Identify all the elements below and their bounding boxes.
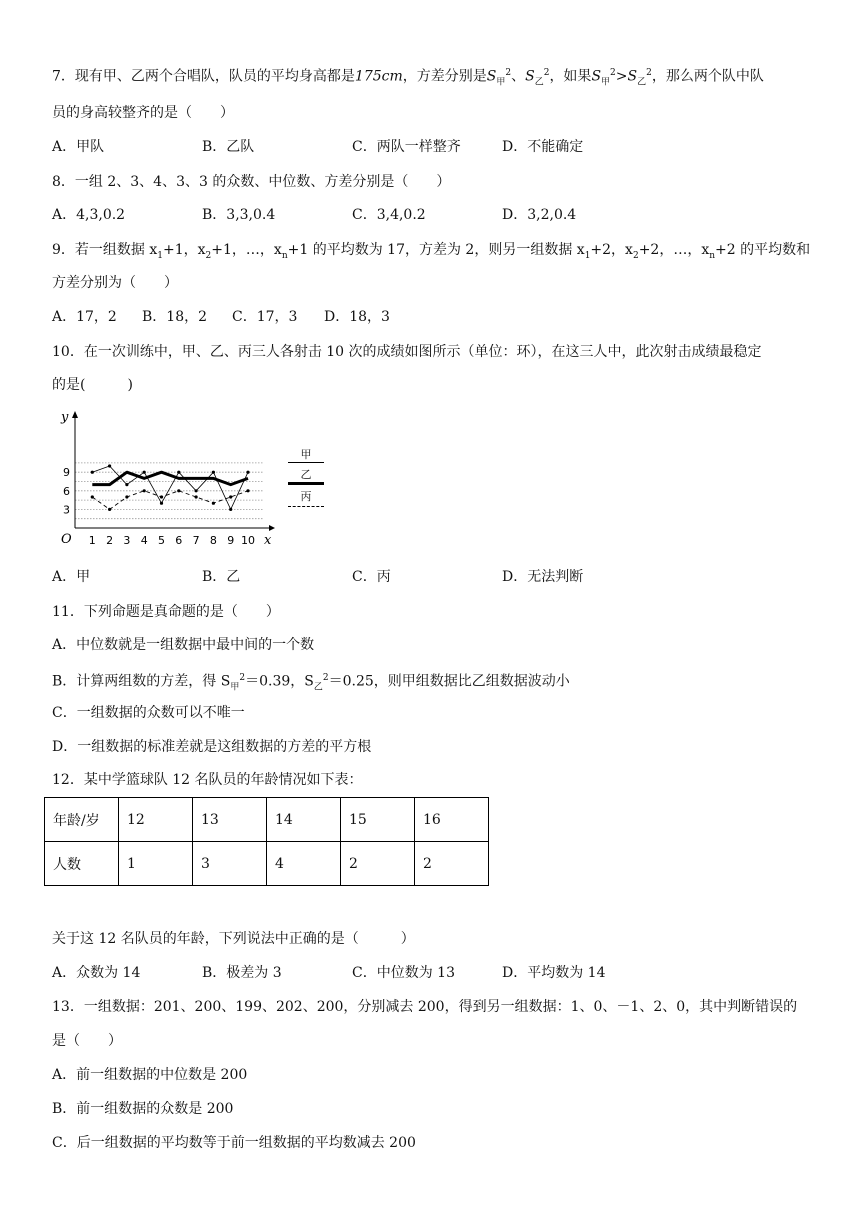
legend-line-bing <box>288 506 324 507</box>
q12-option-c[interactable]: C．中位数为 13 <box>352 965 455 981</box>
q10-option-b[interactable]: B．乙 <box>202 569 241 585</box>
q12-options <box>52 963 832 983</box>
data-point <box>212 502 215 505</box>
q9-option-c[interactable]: C．17，3 <box>232 309 298 325</box>
legend-label-jia: 甲 <box>300 448 312 461</box>
y-axis-arrow <box>72 411 78 418</box>
legend-line-yi <box>288 482 324 485</box>
x-tick-label: 4 <box>140 534 148 547</box>
origin-label: O <box>61 532 72 547</box>
chart-axes <box>72 411 275 531</box>
series-line-3 <box>92 491 248 510</box>
table-cell: 12 <box>119 798 193 842</box>
table-cell: 14 <box>267 798 341 842</box>
q9-line2: 方差分别为（ ） <box>52 275 178 291</box>
legend-label-bing: 丙 <box>300 490 312 503</box>
series-line-1 <box>92 466 248 509</box>
q7-option-d[interactable]: D．不能确定 <box>502 139 584 155</box>
q9-option-d[interactable]: D．18，3 <box>324 309 390 325</box>
q11-option-a[interactable]: A．中位数就是一组数据中最中间的一个数 <box>52 637 315 653</box>
x-axis-arrow <box>269 525 275 531</box>
data-point <box>125 495 128 498</box>
table-cell: 3 <box>193 842 267 886</box>
table-row <box>45 842 489 886</box>
q11-option-b[interactable]: B．计算两组数的方差，得 $S_甲^2=0.39$，$S_乙^2=0.25$，则甲组数据比乙组数据波动小 <box>52 673 570 693</box>
x-tick-label: 9 <box>227 534 235 547</box>
q10-option-d[interactable]: D．无法判断 <box>502 569 584 585</box>
legend-label-yi: 乙 <box>300 468 312 481</box>
q7-option-b[interactable]: B．乙队 <box>202 139 255 155</box>
q8-option-c[interactable]: C．3,4,0.2 <box>352 207 426 223</box>
shooting-scores-chart <box>56 406 286 548</box>
data-point <box>91 471 94 474</box>
data-point <box>143 489 146 492</box>
q12-question: 关于这 12 名队员的年龄，下列说法中正确的是（ ） <box>52 931 415 947</box>
y-tick-label: 9 <box>63 466 70 480</box>
x-tick-label: 3 <box>123 534 131 547</box>
data-point <box>125 483 128 486</box>
age-table <box>44 797 489 886</box>
table-cell: 13 <box>193 798 267 842</box>
table-cell: 16 <box>415 798 489 842</box>
chart-series <box>91 464 250 511</box>
data-point <box>91 495 94 498</box>
q9-option-b[interactable]: B．18，2 <box>142 309 208 325</box>
x-tick-label: 2 <box>106 534 114 547</box>
q8-stem: 8．一组 2、3、4、3、3 的众数、中位数、方差分别是（ ） <box>52 174 451 190</box>
chart-grid <box>75 463 264 519</box>
data-point <box>160 495 163 498</box>
q7-line1: 7．现有甲、乙两个合唱队，队员的平均身高都是175cm，方差分别是$S_甲^2$、$S_乙^2$，如果$S_甲^2>S_乙^2$，那么两个队中队 <box>52 68 764 88</box>
q13-line2: 是（ ） <box>52 1033 122 1049</box>
q12-stem: 12．某中学篮球队 12 名队员的年龄情况如下表： <box>52 772 363 788</box>
table-cell: 2 <box>341 842 415 886</box>
data-point <box>195 489 198 492</box>
data-point <box>108 508 111 511</box>
q9-options <box>52 307 832 327</box>
q8-option-a[interactable]: A．4,3,0.2 <box>52 207 126 223</box>
data-point <box>160 502 163 505</box>
q10-options <box>52 567 832 587</box>
y-tick-label: 3 <box>63 503 70 517</box>
series-line-2 <box>92 472 248 484</box>
x-tick-label: 8 <box>209 534 217 547</box>
data-point <box>229 495 232 498</box>
table-cell: 4 <box>267 842 341 886</box>
q10-option-a[interactable]: A．甲 <box>52 569 91 585</box>
q10-line1: 10．在一次训练中，甲、乙、丙三人各射击 10 次的成绩如图所示（单位：环），在这三人中，此次射击成绩最稳定 <box>52 344 762 360</box>
q7-option-a[interactable]: A．甲队 <box>52 139 105 155</box>
data-point <box>195 495 198 498</box>
x-tick-label: 1 <box>88 534 96 547</box>
legend-line-jia <box>288 462 324 463</box>
data-point <box>246 489 249 492</box>
q13-option-b[interactable]: B．前一组数据的众数是 200 <box>52 1101 234 1117</box>
q11-stem: 11．下列命题是真命题的是（ ） <box>52 604 280 620</box>
q11-option-c[interactable]: C．一组数据的众数可以不唯一 <box>52 705 245 721</box>
q9-line1: 9．若一组数据 $x_1+1$，$x_2+1$，…，$x_n+1$ 的平均数为 17，方差为 2，则另一组数据 $x_1+2$，$x_2+2$，…，$x_n+2$ 的平均数和 <box>52 242 811 261</box>
x-tick-label: 10 <box>241 534 255 547</box>
q13-option-a[interactable]: A．前一组数据的中位数是 200 <box>52 1067 248 1083</box>
data-point <box>246 471 249 474</box>
q7-option-c[interactable]: C．两队一样整齐 <box>352 139 461 155</box>
table-header-cell: 年龄/岁 <box>45 798 119 842</box>
data-point <box>212 471 215 474</box>
data-point <box>143 471 146 474</box>
chart-legend <box>286 444 326 510</box>
q13-line1: 13．一组数据：201、200、199、202、200，分别减去 200，得到另一组数据：1、0、－1、2、0，其中判断错误的 <box>52 999 798 1015</box>
table-row <box>45 798 489 842</box>
data-point <box>177 489 180 492</box>
q8-option-b[interactable]: B．3,3,0.4 <box>202 207 276 223</box>
q8-options <box>52 205 832 225</box>
q11-option-d[interactable]: D．一组数据的标准差就是这组数据的方差的平方根 <box>52 739 372 755</box>
x-axis-label: x <box>264 533 272 548</box>
x-tick-label: 5 <box>158 534 165 547</box>
q8-option-d[interactable]: D．3,2,0.4 <box>502 207 577 223</box>
x-tick-label: 6 <box>175 534 183 547</box>
table-cell: 2 <box>415 842 489 886</box>
q12-option-d[interactable]: D．平均数为 14 <box>502 965 606 981</box>
q12-option-a[interactable]: A．众数为 14 <box>52 965 141 981</box>
table-cell: 1 <box>119 842 193 886</box>
q7-options <box>52 137 832 157</box>
chart-ticks <box>60 410 272 548</box>
q9-option-a[interactable]: A．17，2 <box>52 309 117 325</box>
q10-option-c[interactable]: C．丙 <box>352 569 391 585</box>
q12-option-b[interactable]: B．极差为 3 <box>202 965 282 981</box>
y-axis-label: y <box>61 410 69 425</box>
data-point <box>108 464 111 467</box>
data-point <box>177 471 180 474</box>
y-tick-label: 6 <box>63 484 70 498</box>
table-header-cell: 人数 <box>45 842 119 886</box>
q13-option-c[interactable]: C．后一组数据的平均数等于前一组数据的平均数减去 200 <box>52 1135 416 1151</box>
data-point <box>229 508 232 511</box>
q10-line2: 的是( ) <box>52 377 133 393</box>
table-cell: 15 <box>341 798 415 842</box>
x-tick-label: 7 <box>192 534 200 547</box>
q7-line2: 员的身高较整齐的是（ ） <box>52 105 234 121</box>
